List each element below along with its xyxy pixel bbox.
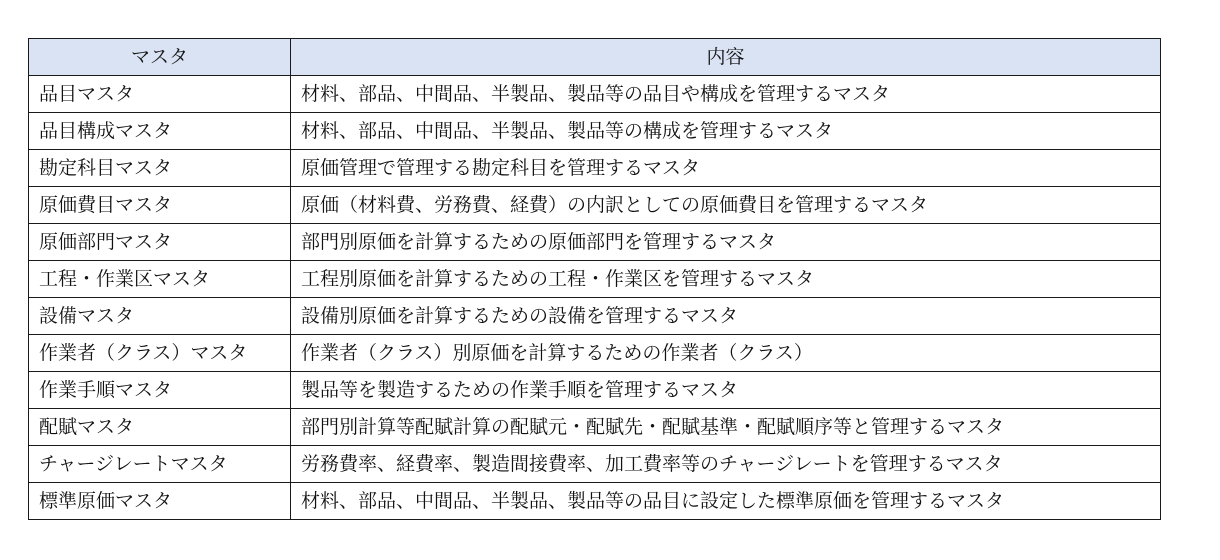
table-row [29,409,1161,446]
master-name-cell: 品目構成マスタ [29,113,291,150]
master-name-cell: 配賦マスタ [29,409,291,446]
master-name-cell: チャージレートマスタ [29,446,291,483]
master-description-cell: 材料、部品、中間品、半製品、製品等の品目や構成を管理するマスタ [291,76,1161,113]
table-row [29,187,1161,224]
table-row [29,261,1161,298]
master-description-cell: 部門別計算等配賦計算の配賦元・配賦先・配賦基準・配賦順序等と管理するマスタ [291,409,1161,446]
table-row [29,298,1161,335]
master-name-cell: 設備マスタ [29,298,291,335]
master-name-cell: 工程・作業区マスタ [29,261,291,298]
table-row [29,150,1161,187]
master-description-cell: 材料、部品、中間品、半製品、製品等の品目に設定した標準原価を管理するマスタ [291,483,1161,520]
master-description-cell: 原価（材料費、労務費、経費）の内訳としての原価費目を管理するマスタ [291,187,1161,224]
table-row [29,224,1161,261]
master-description-cell: 製品等を製造するための作業手順を管理するマスタ [291,372,1161,409]
table-header-row [29,39,1161,76]
master-name-cell: 標準原価マスタ [29,483,291,520]
table-row [29,76,1161,113]
master-description-cell: 作業者（クラス）別原価を計算するための作業者（クラス） [291,335,1161,372]
table-row [29,446,1161,483]
table-row [29,372,1161,409]
master-description-cell: 原価管理で管理する勘定科目を管理するマスタ [291,150,1161,187]
table-row [29,483,1161,520]
master-description-cell: 工程別原価を計算するための工程・作業区を管理するマスタ [291,261,1161,298]
master-name-cell: 原価部門マスタ [29,224,291,261]
master-description-cell: 労務費率、経費率、製造間接費率、加工費率等のチャージレートを管理するマスタ [291,446,1161,483]
master-description-cell: 材料、部品、中間品、半製品、製品等の構成を管理するマスタ [291,113,1161,150]
header-content: 内容 [291,39,1161,76]
master-name-cell: 作業者（クラス）マスタ [29,335,291,372]
master-name-cell: 勘定科目マスタ [29,150,291,187]
master-name-cell: 品目マスタ [29,76,291,113]
master-description-cell: 設備別原価を計算するための設備を管理するマスタ [291,298,1161,335]
header-master: マスタ [29,39,291,76]
table-row [29,335,1161,372]
master-description-cell: 部門別原価を計算するための原価部門を管理するマスタ [291,224,1161,261]
master-table [28,38,1161,520]
master-name-cell: 作業手順マスタ [29,372,291,409]
master-name-cell: 原価費目マスタ [29,187,291,224]
table-row [29,113,1161,150]
